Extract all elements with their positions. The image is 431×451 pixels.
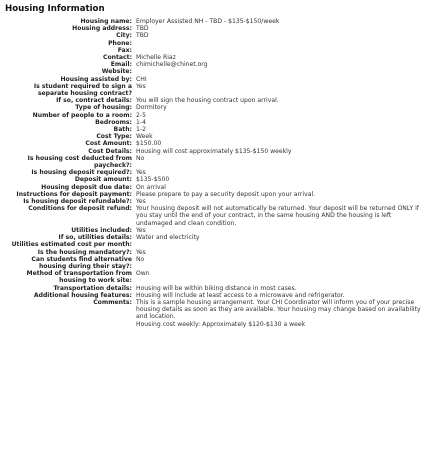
detail-value: TBD bbox=[136, 25, 149, 33]
detail-value: Housing will include at least access to a microwave and refrigerator. bbox=[136, 291, 345, 299]
detail-value: On arrival bbox=[136, 183, 166, 191]
detail-label: City: bbox=[116, 32, 132, 40]
detail-label: If so, contract details: bbox=[56, 97, 132, 105]
detail-label: Fax: bbox=[117, 46, 132, 54]
detail-row bbox=[4, 227, 427, 234]
detail-value: Dormitory bbox=[136, 104, 167, 112]
detail-row bbox=[4, 140, 427, 147]
detail-value: Housing will cost approximately $135-$150 weekly bbox=[136, 147, 292, 155]
detail-row bbox=[4, 299, 427, 328]
detail-label: Instructions for deposit payment: bbox=[16, 190, 132, 198]
detail-row bbox=[4, 241, 427, 248]
detail-label: Conditions for deposit refund: bbox=[28, 205, 132, 213]
detail-row bbox=[4, 68, 427, 75]
detail-row bbox=[4, 176, 427, 183]
detail-row bbox=[4, 97, 427, 104]
detail-value: This is a sample housing arrangement. Your CHI Coordinator will inform you of your precise housing details as soon as they are available. Your housing may change based on availability and location. Housing cost weekly: Approximately $120-$130 a week bbox=[136, 298, 421, 328]
detail-row bbox=[4, 54, 427, 61]
detail-row bbox=[4, 47, 427, 54]
detail-row bbox=[4, 285, 427, 292]
detail-value: $135-$500 bbox=[136, 176, 170, 184]
detail-label: Housing name: bbox=[80, 18, 132, 25]
detail-label: Contact: bbox=[103, 54, 132, 62]
detail-row bbox=[4, 119, 427, 126]
detail-label: Is the housing mandatory?: bbox=[37, 248, 132, 256]
detail-value: You will sign the housing contract upon arrival. bbox=[136, 97, 279, 105]
detail-value: Please prepare to pay a security deposit upon your arrival. bbox=[136, 190, 316, 198]
detail-row bbox=[4, 184, 427, 191]
detail-value: TBD bbox=[136, 32, 149, 40]
detail-row bbox=[4, 205, 427, 227]
housing-details-list bbox=[4, 18, 427, 328]
section-title: Housing Information bbox=[5, 4, 105, 14]
detail-value: chimichelle@chinet.org bbox=[136, 61, 208, 69]
detail-row bbox=[4, 32, 427, 39]
detail-row bbox=[4, 25, 427, 32]
detail-label: Additional housing features: bbox=[33, 291, 132, 299]
detail-label: Is housing cost deducted from paycheck?: bbox=[27, 154, 132, 170]
detail-value: No bbox=[136, 255, 145, 263]
detail-row bbox=[4, 18, 427, 25]
detail-value: Yes bbox=[136, 169, 146, 177]
detail-row bbox=[4, 112, 427, 119]
detail-label: Transportation details: bbox=[53, 284, 132, 292]
detail-row bbox=[4, 104, 427, 111]
detail-label: Cost Type: bbox=[96, 133, 132, 141]
detail-label: Utilities estimated cost per month: bbox=[11, 241, 132, 249]
detail-value: Yes bbox=[136, 198, 146, 206]
detail-value: Yes bbox=[136, 226, 146, 234]
detail-label: Housing deposit due date: bbox=[41, 183, 132, 191]
detail-value: 2-5 bbox=[136, 111, 146, 119]
detail-row bbox=[4, 270, 427, 284]
detail-label: Phone: bbox=[108, 39, 132, 47]
detail-row bbox=[4, 83, 427, 97]
detail-value: 1-4 bbox=[136, 118, 146, 126]
detail-row bbox=[4, 61, 427, 68]
detail-row bbox=[4, 256, 427, 270]
detail-label: Bath: bbox=[113, 126, 132, 134]
detail-row bbox=[4, 155, 427, 169]
detail-value: Employer Assisted NH - TBD - $135-$150/week bbox=[136, 18, 280, 25]
detail-value: Week bbox=[136, 133, 153, 141]
detail-label: Housing assisted by: bbox=[60, 75, 132, 83]
detail-row bbox=[4, 148, 427, 155]
detail-value: Yes bbox=[136, 248, 146, 256]
detail-value: Yes bbox=[136, 82, 146, 90]
detail-label: Is student required to sign a separate housing contract? bbox=[33, 82, 132, 98]
detail-row bbox=[4, 249, 427, 256]
detail-value: 1-2 bbox=[136, 126, 146, 134]
detail-label: Cost Details: bbox=[88, 147, 132, 155]
detail-value: Your housing deposit will not automatically be returned. Your deposit will be returned ONLY if you stay until the end of your contract, in the same housing AND the housing is left undamaged and clean condition. bbox=[136, 205, 419, 227]
detail-value: Michelle Riaz bbox=[136, 54, 176, 62]
detail-label: Method of transportation from housing to work site: bbox=[26, 270, 132, 285]
detail-value: No bbox=[136, 154, 145, 162]
detail-label: Number of people to a room: bbox=[32, 111, 132, 119]
detail-row bbox=[4, 198, 427, 205]
detail-label: Deposit amount: bbox=[74, 176, 132, 184]
detail-row bbox=[4, 126, 427, 133]
detail-label: Housing address: bbox=[72, 25, 132, 33]
detail-label: Email: bbox=[110, 61, 132, 69]
detail-row bbox=[4, 169, 427, 176]
detail-row bbox=[4, 234, 427, 241]
detail-label: Is housing deposit refundable?: bbox=[23, 198, 132, 206]
detail-label: Is housing deposit required?: bbox=[31, 169, 132, 177]
detail-label: Type of housing: bbox=[75, 104, 132, 112]
detail-value: Water and electricity bbox=[136, 234, 200, 242]
detail-row bbox=[4, 133, 427, 140]
detail-label: Utilities included: bbox=[71, 226, 132, 234]
detail-label: Bedrooms: bbox=[95, 118, 132, 126]
detail-value: $150.00 bbox=[136, 140, 162, 148]
detail-label: Website: bbox=[101, 68, 132, 76]
detail-label: Comments: bbox=[93, 298, 132, 306]
detail-value: Own bbox=[136, 270, 150, 278]
detail-label: Cost Amount: bbox=[85, 140, 132, 148]
detail-label: Can students find alternative housing during their stay?: bbox=[31, 255, 132, 270]
detail-row bbox=[4, 292, 427, 299]
detail-row bbox=[4, 76, 427, 83]
detail-row bbox=[4, 40, 427, 47]
detail-value: CHI bbox=[136, 75, 147, 83]
detail-row bbox=[4, 191, 427, 198]
detail-value: Housing will be within biking distance in most cases. bbox=[136, 284, 297, 292]
detail-label: If so, utilities details: bbox=[58, 234, 132, 242]
